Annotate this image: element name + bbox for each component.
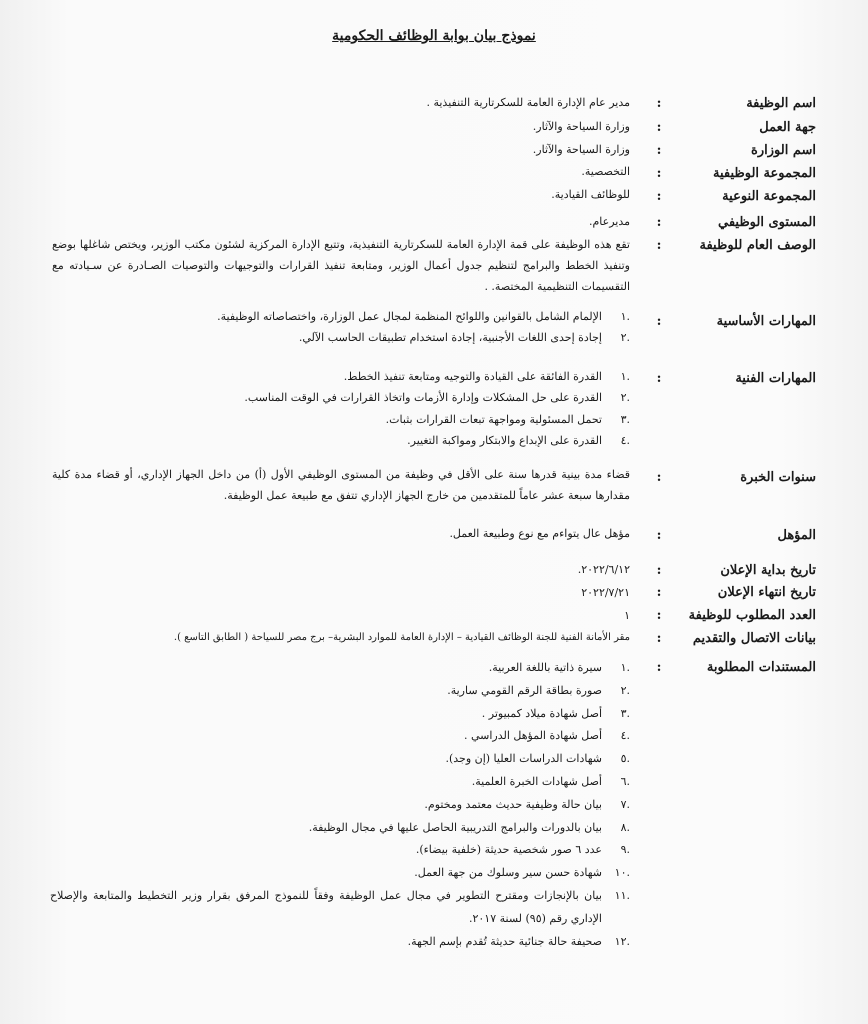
list-item-text: سيرة ذاتية باللغة العربية. [488, 661, 602, 674]
list-item-number: .١ [620, 661, 630, 674]
list-item [50, 931, 630, 954]
field-value: مديرعام. [588, 215, 630, 228]
list-item [50, 327, 630, 348]
list-item [50, 680, 630, 703]
list-item [50, 771, 630, 794]
list-item-text: القدرة على الإبداع والابتكار ومواكبة التغيير. [407, 433, 602, 447]
field-value-list [50, 366, 630, 451]
field-label: المجموعة الوظيفية [713, 166, 816, 181]
list-item-number: .١١ [614, 888, 630, 902]
list-item [50, 817, 630, 840]
list-item-number: .٦ [620, 774, 630, 788]
colon: : [656, 608, 662, 623]
field-value: قضاء مدة بينية قدرها سنة على الأقل في وظيفة من المستوى الوظيفي الأول (أ) من داخل الجهاز الإداري، أو قضاء مدة كلية مقدارها سبعة عشر عاماً للمتقدمين من خارج الجهاز الإداري تتفق مع طبيعة عمل الوظيفة. [52, 468, 630, 502]
list-item-number: .٢ [620, 391, 630, 405]
colon: : [656, 660, 662, 675]
field-label: المهارات الأساسية [716, 314, 816, 329]
list-item-text: بيان حالة وظيفية حديث معتمد ومختوم. [424, 797, 602, 811]
list-item [50, 703, 630, 726]
list-item-number: .٨ [620, 820, 630, 834]
colon: : [656, 96, 662, 111]
list-item-text: أصل شهادة ميلاد كمبيوتر . [481, 706, 602, 720]
list-item-text: صحيفة حالة جنائية حديثة تُقدم بإسم الجهة. [407, 934, 602, 948]
field-value: تقع هذه الوظيفة على قمة الإدارة العامة للسكرتارية التنفيذية، وتتبع الإدارة المركزية لشئون مكتب الوزير، ويختص شاغلها بوضع وتنفيذ الخطط والبرامج لتنظيم جدول أعمال الوزير، ومتابعة تنفيذ القرارات والتوجيهات والتوصيات الصـادرة عن سـيادته مع التقسيمات التنظيمية المختصة. . [52, 238, 630, 293]
basic-skills-list [50, 306, 630, 349]
field-label: تاريخ انتهاء الإعلان [717, 585, 816, 600]
colon: : [656, 238, 662, 253]
documents-list [50, 657, 630, 953]
colon: : [656, 189, 662, 204]
field-label: سنوات الخبرة [740, 470, 816, 485]
field-value: مقر الأمانة الفنية للجنة الوظائف القيادية – الإدارة العامة للموارد البشرية– برج مصر للسياحة ( الطابق التاسع ). [173, 632, 630, 643]
colon: : [656, 585, 662, 600]
field-value: التخصصية. [581, 165, 630, 178]
list-item-number: .١ [620, 310, 630, 323]
field-label: المستندات المطلوبة [706, 660, 816, 675]
colon: : [656, 120, 662, 135]
list-item-number: .٢ [620, 331, 630, 345]
colon: : [656, 215, 662, 230]
field-value: مدير عام الإدارة العامة للسكرتارية التنفيذية . [426, 96, 630, 109]
colon: : [656, 470, 662, 485]
colon: : [656, 631, 662, 646]
list-item-number: .٣ [620, 412, 630, 426]
field-value-list [50, 657, 630, 953]
colon: : [656, 143, 662, 158]
list-item-text: شهادات الدراسات العليا (إن وجد). [445, 752, 602, 766]
list-item-text: عدد ٦ صور شخصية حديثة (خلفية بيضاء). [415, 843, 602, 857]
colon: : [656, 166, 662, 181]
field-label: اسم الوظيفة [746, 96, 816, 111]
list-item-number: .٧ [620, 797, 630, 811]
list-item-text: الإلمام الشامل بالقوانين واللوائح المنظمة لمجال عمل الوزارة، واختصاصاته الوظيفية. [217, 310, 602, 323]
field-label: المجموعة النوعية [722, 189, 816, 204]
field-value: وزارة السياحة والآثار. [532, 143, 630, 156]
field-label: بيانات الاتصال والتقديم [692, 631, 816, 646]
list-item [50, 409, 630, 430]
list-item-number: .١ [620, 370, 630, 383]
list-item-text: أصل شهادة المؤهل الدراسي . [463, 729, 602, 743]
list-item-number: .٣ [620, 706, 630, 720]
list-item [50, 306, 630, 327]
field-value: ٢٠٢٢/٦/١٢. [577, 563, 630, 576]
colon: : [656, 563, 662, 578]
list-item-text: أصل شهادات الخبرة العلمية. [471, 774, 602, 788]
field-value: ١ [624, 609, 630, 622]
list-item-text: صورة بطاقة الرقم القومي سارية. [447, 683, 602, 697]
field-label: تاريخ بداية الإعلان [720, 563, 816, 578]
colon: : [656, 314, 662, 329]
list-item-text: القدرة على حل المشكلات وإدارة الأزمات واتخاذ القرارات في الوقت المناسب. [244, 391, 602, 405]
colon: : [656, 528, 662, 543]
list-item-number: .١٢ [614, 934, 630, 948]
list-item-number: .٢ [620, 683, 630, 697]
list-item [50, 430, 630, 451]
field-label: المستوى الوظيفي [718, 215, 816, 230]
field-value: ٢٠٢٢/٧/٢١ [581, 586, 630, 599]
list-item-number: .٤ [620, 729, 630, 743]
list-item-text: إجادة إحدى اللغات الأجنبية، إجادة استخدام تطبيقات الحاسب الآلي. [298, 331, 602, 345]
field-value: وزارة السياحة والآثار. [532, 120, 630, 133]
field-value: مؤهل عال يتواءم مع نوع وطبيعة العمل. [449, 527, 630, 540]
field-label: اسم الوزارة [751, 143, 816, 158]
list-item-number: .٥ [620, 752, 630, 766]
field-label: المهارات الفنية [735, 371, 816, 386]
list-item-text: بيان بالإنجازات ومقترح التطوير في مجال عمل الوظيفة وفقاً للنموذج المرفق بقرار وزير التخطيط والمتابعة والإصلاح الإداري رقم (٩٥) لسنة ٢٠١٧. [50, 888, 602, 925]
list-item [50, 839, 630, 862]
field-value: للوظائف القيادية. [551, 188, 630, 201]
list-item [50, 794, 630, 817]
list-item [50, 387, 630, 408]
technical-skills-list [50, 366, 630, 451]
list-item [50, 862, 630, 885]
document-title: نموذج بيان بوابة الوظائف الحكومية [332, 28, 536, 44]
list-item-number: .١٠ [614, 866, 630, 880]
list-item [50, 748, 630, 771]
colon: : [656, 371, 662, 386]
field-label: جهة العمل [759, 120, 816, 135]
list-item [50, 366, 630, 387]
field-label: المؤهل [777, 528, 816, 543]
list-item [50, 885, 630, 931]
field-value-list [50, 306, 630, 349]
list-item-text: بيان بالدورات والبرامج التدريبية الحاصل عليها في مجال الوظيفة. [308, 820, 602, 834]
field-label: الوصف العام للوظيفة [699, 238, 816, 253]
list-item [50, 657, 630, 680]
list-item-number: .٤ [620, 433, 630, 447]
field-label: العدد المطلوب للوظيفة [688, 608, 816, 623]
list-item-number: .٩ [620, 843, 630, 857]
list-item-text: القدرة الفائقة على القيادة والتوجيه ومتابعة تنفيذ الخطط. [343, 370, 602, 383]
list-item-text: تحمل المسئولية ومواجهة تبعات القرارات بثبات. [385, 412, 602, 426]
list-item-text: شهادة حسن سير وسلوك من جهة العمل. [414, 866, 602, 880]
list-item [50, 725, 630, 748]
